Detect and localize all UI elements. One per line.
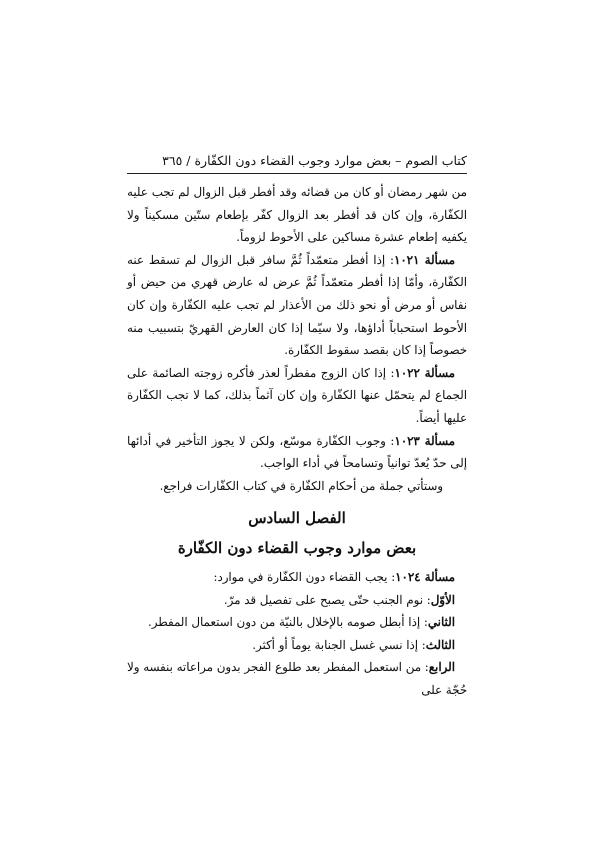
bottom-text-block (127, 566, 467, 702)
running-header (127, 150, 467, 172)
issue-label: مسألة ١٠٢٣ (394, 433, 455, 448)
issue-label: مسألة ١٠٢٤ (395, 570, 455, 584)
header-divider (127, 173, 467, 174)
paragraph-mas-1024 (127, 566, 467, 589)
paragraph-continuation (127, 181, 467, 249)
paragraph-reference (127, 475, 467, 498)
paragraph-mas-1021 (127, 249, 467, 362)
paragraph-text: : إذا كان الزوج مفطراً لعذر فأكره زوجته الصائمة على الجماع لم يتحمّل عنها الكفّارة وإن كان آثماً بذلك، كما لا تجب الكفّارة عليها أيضاً. (127, 365, 467, 425)
item-label: الثاني (427, 615, 455, 630)
top-text-block (127, 181, 467, 497)
paragraph-text: : إذا نسي غسل الجنابة يوماً أو أكثر. (252, 637, 426, 652)
issue-label: مسألة ١٠٢١ (394, 252, 455, 267)
paragraph-text: : يجب القضاء دون الكفّارة في موارد: (213, 570, 396, 584)
paragraph-mas-1022 (127, 362, 467, 430)
running-title: كتاب الصوم – بعض موارد وجوب القضاء دون الكفّارة / ٣٦٥ (162, 153, 467, 168)
item-label: الأوّل (430, 592, 455, 607)
paragraph-text: : إذا أبطل صومه بالإخلال بالنيّة من دون استعمال المفطر. (148, 615, 428, 630)
list-item-first (127, 589, 467, 612)
paragraph-text: : نوم الجنب حتّى يصبح على تفصيل قد مرّ. (223, 592, 431, 607)
paragraph-text: : إذا أفطر متعمّداً ثُمَّ سافر قبل الزوال لم تسقط عنه الكفّارة، وأمّا إذا أفطر متعمّداً ثُمَّ عرض له عارض قهري من حيض أو نفاس أو مرض أو نحو ذلك من الأعذار لم تجب عليه الكفّارة وإن كان الأحوط استحباباً أداؤها، ولا سيّما إذا كان العارض القهريّ بتسبيب منه خصوصاً إذا كان بقصد سقوط الكفّارة. (127, 252, 467, 358)
list-item-third (127, 634, 467, 657)
section-heading (127, 536, 467, 560)
chapter-heading (127, 506, 467, 530)
paragraph-text: : من استعمل المفطر بعد طلوع الفجر بدون مراعاته بنفسه ولا حُجّة على (127, 660, 467, 697)
paragraph-text: وستأتي جملة من أحكام الكفّارة في كتاب الكفّارات فراجع. (159, 478, 443, 493)
paragraph-text: : وجوب الكفّارة موسّع، ولكن لا يجوز التأخير في أدائها إلى حدّ يُعدّ توانياً وتسامحاً في أداء الواجب. (127, 433, 467, 471)
list-item-fourth (127, 656, 467, 701)
chapter-title: الفصل السادس (248, 509, 346, 527)
paragraph-text: من شهر رمضان أو كان من قضائه وقد أفطر قبل الزوال لم تجب عليه الكفّارة، وإن كان قد أفطر بعد الزوال كفّر بإطعام ستّين مسكيناً ولا يكفيه إطعام عشرة مساكين على الأحوط لزوماً. (127, 185, 467, 245)
item-label: الرابع (428, 660, 455, 675)
item-label: الثالث (425, 637, 455, 652)
list-item-second (127, 611, 467, 634)
issue-label: مسألة ١٠٢٢ (394, 365, 455, 380)
paragraph-mas-1023 (127, 430, 467, 475)
chapter-subtitle: بعض موارد وجوب القضاء دون الكفّارة (177, 539, 417, 557)
